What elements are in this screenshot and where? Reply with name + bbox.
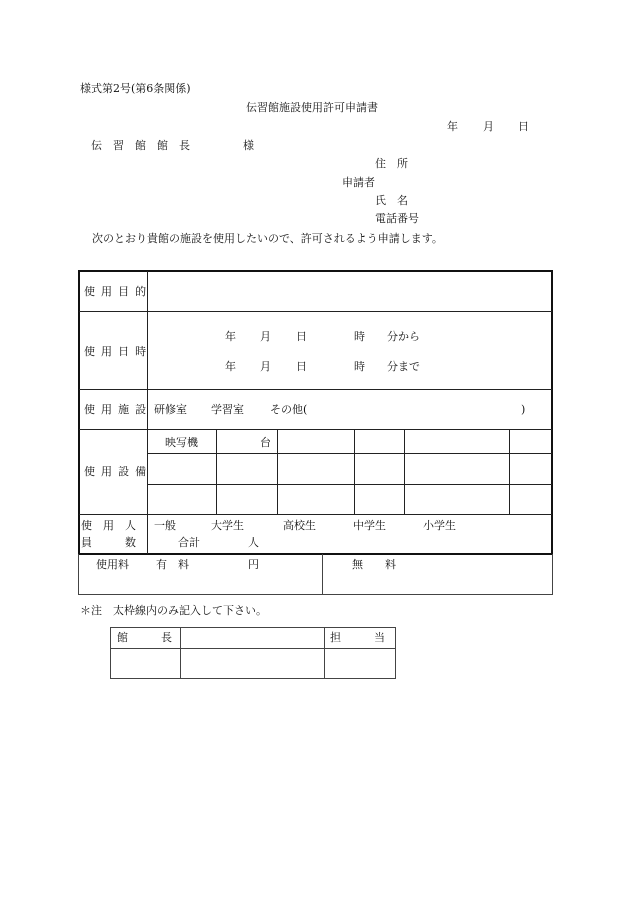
people-general: 一般	[154, 519, 176, 532]
addressee: 伝 習 館 館 長	[91, 139, 190, 152]
facility-other-close: )	[521, 403, 526, 416]
purpose-label: 使用目的	[84, 285, 153, 298]
fee-label: 使用料	[96, 558, 129, 571]
date-day-label: 日	[518, 120, 529, 133]
from-month: 月	[260, 330, 271, 343]
date-year-label: 年	[447, 120, 458, 133]
from-minute: 分から	[387, 330, 420, 343]
fee-yen: 円	[248, 558, 259, 571]
people-university: 大学生	[211, 519, 244, 532]
form-title: 伝習館施設使用許可申請書	[246, 101, 378, 114]
fee-paid[interactable]: 有 料	[156, 558, 189, 571]
to-year: 年	[225, 360, 236, 373]
phone-label: 電話番号	[375, 212, 419, 225]
addressee-suffix: 様	[243, 139, 254, 152]
people-label-line1: 使 用 人	[81, 519, 136, 532]
equipment-projector: 映写機	[165, 436, 198, 449]
form-number: 様式第2号(第6条関係)	[80, 82, 191, 95]
to-day: 日	[296, 360, 307, 373]
facility-option-other[interactable]: その他(	[270, 403, 308, 416]
fee-row	[78, 554, 553, 595]
facility-label: 使用施設	[84, 403, 153, 416]
to-month: 月	[260, 360, 271, 373]
note: ＊注 太枠線内のみ記入して下さい。	[80, 604, 267, 617]
address-label: 住 所	[375, 157, 408, 170]
people-total-label: 合計	[178, 536, 200, 549]
equipment-unit: 台	[260, 436, 271, 449]
people-unit: 人	[248, 536, 259, 549]
to-minute: 分まで	[387, 360, 420, 373]
facility-option-study-room[interactable]: 学習室	[211, 403, 244, 416]
facility-option-training-room[interactable]: 研修室	[154, 403, 187, 416]
people-elementary: 小学生	[423, 519, 456, 532]
fee-free[interactable]: 無 料	[352, 558, 396, 571]
from-year: 年	[225, 330, 236, 343]
to-hour: 時	[354, 360, 365, 373]
people-junior-high: 中学生	[353, 519, 386, 532]
people-label-line2: 員 数	[81, 536, 136, 549]
date-month-label: 月	[483, 120, 494, 133]
equipment-label: 使用設備	[84, 465, 153, 478]
people-high-school: 高校生	[283, 519, 316, 532]
approval-director: 館 長	[117, 631, 172, 644]
from-hour: 時	[354, 330, 365, 343]
name-label: 氏 名	[375, 194, 408, 207]
applicant-label: 申請者	[342, 176, 375, 189]
application-statement: 次のとおり貴館の施設を使用したいので、許可されるよう申請します。	[92, 232, 443, 245]
datetime-label: 使用日時	[84, 345, 153, 358]
approval-staff: 担 当	[330, 631, 385, 644]
purpose-field[interactable]	[149, 272, 551, 310]
from-day: 日	[296, 330, 307, 343]
